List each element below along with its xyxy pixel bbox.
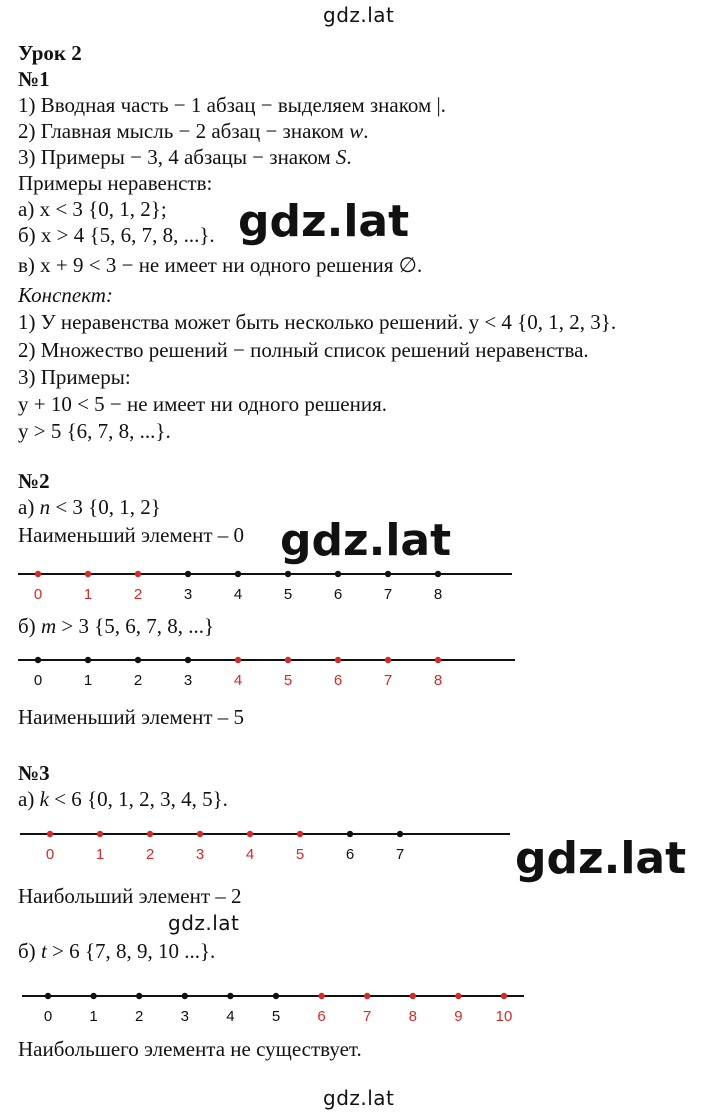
task1-line xyxy=(18,118,368,144)
number-label: 4 xyxy=(233,672,243,689)
number-label: 3 xyxy=(183,586,193,603)
number-point xyxy=(147,831,153,837)
number-label: 4 xyxy=(226,1008,235,1025)
task1-subheading: Конспект: xyxy=(18,283,113,307)
number-point xyxy=(135,657,141,663)
task1-line: 1) Вводная часть − 1 абзац − выделяем знаком |. xyxy=(18,93,446,117)
task1-line: а) x < 3 {0, 1, 2}; xyxy=(18,197,167,221)
task3-note-b: Наибольшего элемента не существует. xyxy=(18,1037,362,1061)
number-point xyxy=(247,831,253,837)
number-label: 1 xyxy=(83,586,93,603)
watermark-large: gdz.lat xyxy=(238,196,410,247)
number-label: 1 xyxy=(95,846,105,863)
number-line-2 xyxy=(0,650,720,710)
number-point xyxy=(182,993,188,999)
task3-heading: №3 xyxy=(18,761,50,785)
text: > 3 {5, 6, 7, 8, ...} xyxy=(56,614,215,638)
task2-note-b: Наименьший элемент – 5 xyxy=(18,705,245,729)
number-point xyxy=(385,657,391,663)
number-point xyxy=(397,831,403,837)
text: б) xyxy=(18,939,41,963)
task2-heading: №2 xyxy=(18,469,50,493)
number-label: 8 xyxy=(408,1008,417,1025)
variable: k xyxy=(39,787,49,811)
number-point xyxy=(97,831,103,837)
number-label: 7 xyxy=(395,846,405,863)
number-point xyxy=(435,657,441,663)
task2-part-b xyxy=(18,613,214,639)
number-line-1 xyxy=(0,560,720,620)
number-point xyxy=(335,657,341,663)
number-point xyxy=(135,571,141,577)
number-label: 8 xyxy=(433,586,443,603)
number-label: 1 xyxy=(89,1008,98,1025)
number-point xyxy=(335,571,341,577)
task1-line: в) x + 9 < 3 − не имеет ни одного решения ∅. xyxy=(18,253,423,277)
task1-line: б) x > 4 {5, 6, 7, 8, ...}. xyxy=(18,223,215,247)
number-point xyxy=(285,571,291,577)
number-label: 5 xyxy=(271,1008,281,1025)
text: 3) Примеры − 3, 4 абзацы − знаком xyxy=(18,145,336,169)
number-line-3 xyxy=(0,824,720,884)
number-label: 0 xyxy=(33,672,43,689)
watermark-small: gdz.lat xyxy=(168,911,240,935)
number-label: 8 xyxy=(433,672,443,689)
watermark-large: gdz.lat xyxy=(280,515,452,566)
symbol-s: S xyxy=(335,145,347,169)
number-label: 2 xyxy=(135,1008,144,1025)
text: > 6 {7, 8, 9, 10 ...}. xyxy=(46,939,216,963)
number-label: 0 xyxy=(33,586,43,603)
task1-line: y + 10 < 5 − не имеет ни одного решения. xyxy=(18,392,388,416)
number-label: 3 xyxy=(195,846,205,863)
text: < 3 {0, 1, 2} xyxy=(50,495,161,519)
task1-line: 1) У неравенства может быть несколько решений. y < 4 {0, 1, 2, 3}. xyxy=(18,310,617,334)
number-label: 1 xyxy=(83,672,93,689)
task1-line: 2) Множество решений − полный список решений неравенства. xyxy=(18,338,589,362)
number-label: 2 xyxy=(133,586,143,603)
number-label: 3 xyxy=(183,672,193,689)
number-point xyxy=(285,657,291,663)
text: а) xyxy=(18,495,40,519)
number-point xyxy=(364,993,370,999)
task3-note-a: Наибольший элемент – 2 xyxy=(18,884,242,908)
text: < 6 {0, 1, 2, 3, 4, 5}. xyxy=(48,787,228,811)
number-label: 10 xyxy=(495,1008,513,1025)
number-label: 5 xyxy=(283,672,293,689)
number-point xyxy=(85,657,91,663)
number-point xyxy=(35,571,41,577)
task3-part-a xyxy=(18,786,228,812)
number-point xyxy=(235,571,241,577)
number-point xyxy=(297,831,303,837)
task2-note-a: Наименьший элемент – 0 xyxy=(18,523,245,547)
number-label: 9 xyxy=(454,1008,463,1025)
watermark-large: gdz.lat xyxy=(515,833,687,884)
number-label: 6 xyxy=(317,1008,326,1025)
number-point xyxy=(197,831,203,837)
variable: n xyxy=(39,495,51,519)
number-label: 0 xyxy=(45,846,55,863)
number-label: 0 xyxy=(43,1008,53,1025)
number-point xyxy=(90,993,96,999)
number-point xyxy=(47,831,53,837)
variable: t xyxy=(40,939,47,963)
task1-line xyxy=(18,144,352,170)
number-label: 4 xyxy=(233,586,243,603)
watermark-bottom: gdz.lat xyxy=(323,1086,395,1110)
number-label: 2 xyxy=(133,672,143,689)
task2-part-a xyxy=(18,494,161,520)
number-point xyxy=(136,993,142,999)
symbol-w: w xyxy=(349,119,364,143)
number-point xyxy=(273,993,279,999)
text: б) xyxy=(18,614,41,638)
number-point xyxy=(35,657,41,663)
watermark-top: gdz.lat xyxy=(323,3,395,27)
task1-line: 3) Примеры: xyxy=(18,365,131,389)
number-label: 6 xyxy=(333,672,343,689)
number-label: 6 xyxy=(345,846,355,863)
number-point xyxy=(185,571,191,577)
number-point xyxy=(410,993,416,999)
number-point xyxy=(235,657,241,663)
number-label: 7 xyxy=(363,1008,372,1025)
variable: m xyxy=(40,614,57,638)
number-label: 7 xyxy=(383,586,393,603)
lesson-title: Урок 2 xyxy=(18,41,82,65)
task1-heading: №1 xyxy=(18,67,50,91)
number-point xyxy=(318,993,324,999)
number-point xyxy=(227,993,233,999)
number-label: 2 xyxy=(145,846,155,863)
number-label: 6 xyxy=(333,586,343,603)
number-label: 4 xyxy=(245,846,255,863)
task1-line: y > 5 {6, 7, 8, ...}. xyxy=(18,419,171,443)
text: а) xyxy=(18,787,40,811)
number-point xyxy=(435,571,441,577)
number-point xyxy=(455,993,461,999)
number-point xyxy=(385,571,391,577)
number-point xyxy=(45,993,51,999)
number-point xyxy=(501,993,507,999)
number-label: 5 xyxy=(295,846,305,863)
text: . xyxy=(363,119,369,143)
number-label: 5 xyxy=(283,586,293,603)
text: . xyxy=(346,145,352,169)
number-point xyxy=(347,831,353,837)
number-point xyxy=(185,657,191,663)
number-label: 7 xyxy=(383,672,393,689)
task3-part-b xyxy=(18,938,215,964)
text: 2) Главная мысль − 2 абзац − знаком xyxy=(18,119,350,143)
number-label: 3 xyxy=(180,1008,189,1025)
number-point xyxy=(85,571,91,577)
task1-line: Примеры неравенств: xyxy=(18,171,213,195)
